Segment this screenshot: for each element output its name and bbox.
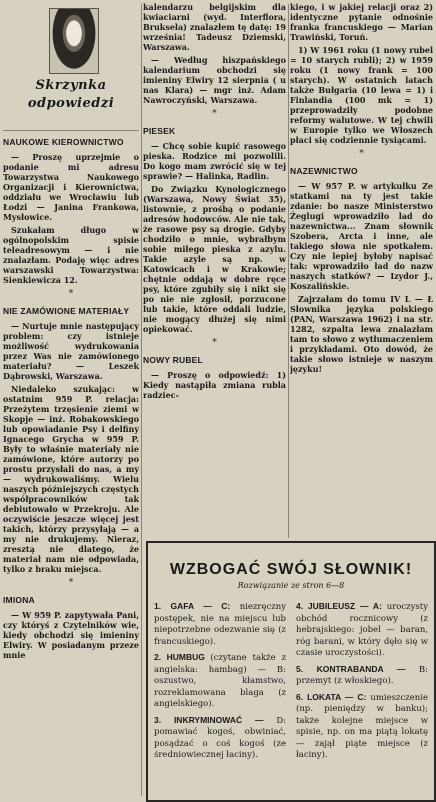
section-separator: *: [212, 338, 217, 348]
box-column-right: [296, 601, 428, 766]
vocabulary-headword: 1. GAFA — C:: [154, 601, 240, 611]
article-paragraph: 1) W 1961 roku (1 nowy rubel = 10 starych rubli); 2) w 1959 roku (1 nowy frank = 100 starych). W ostatnich latach także Bułgaria (10 lewa = 1) i Finlandia (100 mk = 1) przeprowadziły podobne reformy walutowe. W tej chwili w Europie tylko we Włoszech płaci się codziennie tysiącami.: [290, 45, 433, 145]
vocabulary-definition: B: przemyt (z włoskiego).: [296, 664, 428, 686]
article-paragraph: kiego, i w jakiej relacji oraz 2) identyczne pytanie odnośnie franka francuskiego — Marian Trawiński, Toruń.: [290, 2, 433, 42]
article-paragraph: — W 957 P. w artykułku Ze statkami na ty jest takie zdanie: bo nasze Ministerstwo Żeglugi wprowadziło lad do nazewnictwa... Znam słownik Szobera, Arcta i inne, ale takiego słowa nie spotkałem. Czy nie lepiej byłoby napisać tak: wprowadziło ład do nazw naszych statków? — Izydor J., Koszalińskie.: [290, 181, 433, 291]
vocabulary-entry: [296, 601, 428, 660]
column-right-body: [290, 2, 433, 374]
article-paragraph: — Chcę sobie kupić rasowego pieska. Rodzice mi pozwolili. Do kogo mam zwrócić się w tej sprawie? — Halinka, Radlin.: [143, 141, 286, 181]
article-paragraph: Zajrzałam do tomu IV L — Ł Słownika języka polskiego (PAN, Warszawa 1962) i na str. 1282, szpalta lewa znalazłam tam to słowo z wytłumaczeniem i przykładami. Oto dowód, że takie słowo istnieje w naszym języku!: [290, 294, 433, 374]
column-middle-body: [143, 2, 286, 400]
column-right: [290, 2, 433, 540]
section-heading: NAUKOWE KIEROWNICTWO: [3, 137, 124, 147]
article-paragraph: — Według hiszpańskiego kalendarium obchodzi się imieniny Elwiry 12 sierpnia ( u nas Klara) — mgr inż. Adam Nawroczyński, Warszawa.: [143, 55, 286, 105]
box-column-left: [154, 601, 286, 766]
section-heading: NIE ZAMÓWIONE MATERIAŁY: [3, 306, 130, 316]
vocabulary-entry: [154, 652, 286, 711]
logo-subtitle: odpowiedzi: [27, 96, 115, 111]
section-separator: *: [359, 149, 364, 159]
section-heading: IMIONA: [3, 595, 35, 605]
column-left: [3, 2, 139, 798]
vocabulary-definition: uroczysty obchód rocznicowy (z hebrajskiego: jobel — baran, róg barani, w który dęło się w czasie uroczystości).: [296, 602, 428, 658]
vocabulary-headword: 3. INKRYMINOWAĆ —: [154, 714, 277, 725]
vocabulary-entry: [296, 664, 428, 688]
section-separator: *: [68, 289, 74, 299]
vocabulary-definition: (czytane także z angielska: hambag) — B: oszustwo, kłamstwo, rozreklamowana blaga (z angielskiego).: [154, 653, 286, 709]
column-middle: [143, 2, 286, 538]
vocabulary-entry: [296, 692, 428, 762]
vocabulary-definition: niezręczny postępek, nie na miejscu lub niepotrzebne odezwanie się (z francuskiego).: [154, 602, 286, 647]
box-title: WZBOGAĆ SWÓJ SŁOWNIK!: [169, 561, 413, 578]
box-subtitle: Rozwiązanie ze stron 6—8: [237, 581, 345, 590]
article-paragraph: — Proszę o odpowiedź: 1) Kiedy nastąpiła zmiana rubla radziec-: [143, 370, 286, 400]
logo-title: Skrzynka: [35, 78, 107, 93]
section-separator: *: [212, 109, 217, 119]
vocabulary-headword: 5. KONTRABANDA —: [296, 663, 419, 674]
section-heading: NOWY RUBEL: [143, 355, 203, 365]
section-heading: NAZEWNICTWO: [290, 166, 358, 176]
column-logo: [3, 2, 139, 131]
vocabulary-entry: [154, 601, 286, 648]
vocabulary-headword: 2. HUMBUG: [154, 652, 211, 662]
vocabulary-box: [146, 541, 436, 802]
article-paragraph: Niedaleko szukając: w ostatnim 959 P. relacja: Przeżytem trzęsienie ziemi w Skopje — inż. Robakowskiego lub opowiadanie Psy i delfiny Ignacego Grycha w 959 P. Były to właśnie materiały nie zamówione, które autorzy po prostu przysłali do nas, a my — wydrukowaliśmy. Wielu naszych późniejszych częstych współpracowników tak debiutowało w Przekroju. Ale oczywiście jeszcze więcej jest takich, którzy przysyłają — a my nie drukujemy. Nieraz, zresztą nie dlatego, że materiał nam nie odpowiada, tylko z braku miejsca.: [3, 384, 139, 574]
author-photo: [49, 8, 99, 74]
vocabulary-headword: 4. JUBILEUSZ — A:: [296, 601, 387, 611]
section-heading: PIESEK: [143, 126, 176, 136]
vocabulary-headword: 6. LOKATA — C:: [296, 691, 371, 702]
article-paragraph: Do Związku Kynologicznego (Warszawa, Nowy Świat 35), listownie, z prośbą o podanie adresów hodowców. Ale nie tak, że rasowe psy są drogie. Gdyby chodziło o mnie, wybrałbym sobie miłego pieska z azylu. Takie azyle są np. w Katowicach i w Krakowie; chętnie oddają w dobre ręce psy, które zgubiły się i nikt się po nie nie zgłosił, porzucone lub takie, które oddali ludzie, nie mogący dłużej się nimi opiekować.: [143, 184, 286, 334]
article-paragraph: — W 959 P. zapytywała Pani, czy któryś z Czytelników wie, kiedy obchodzi się imieniny Elwiry. W posiadanym przeze mnie: [3, 610, 139, 660]
vocabulary-definition: D: pomawiać kogoś, obwiniać, posądzać o coś kogoś (ze średniowiecznej łaciny).: [154, 715, 286, 760]
article-paragraph: kalendarzu belgijskim dla kwiaciarni (wyd. Interflora, Bruksela) znalazłem tę datę: 19 września! Tadeusz Dziemski, Warszawa.: [143, 2, 286, 52]
article-paragraph: Szukałam długo w ogólnopolskim spisie teleadresowym — i nie znalazłam. Podaję więc adres warszawski Towarzystwa: Sienkiewicza 12.: [3, 225, 139, 285]
vocabulary-definition: umieszczenie (np. pieniędzy w banku); także kolejne miejsce w spisie, np. on ma piątą lokatę — zajął piąte miejsce (z łaciny).: [296, 692, 428, 760]
column-left-body: [3, 137, 139, 660]
article-paragraph: — Nurtuje mnie następujący problem: czy istnieje możliwość wydrukowania przez Was nie zamówionego materiału? — Leszek Dąbrowski, Warszawa.: [3, 321, 139, 381]
column-divider: [141, 4, 142, 796]
column-divider: [288, 4, 289, 538]
article-paragraph: — Proszę uprzejmie o podanie mi adresu Towarzystwa Naukowego Organizacji i Kierownictwa, oddziału we Wrocławiu lub Łodzi — Janina Frankowa, Mysłowice.: [3, 152, 139, 222]
section-separator: *: [68, 578, 74, 588]
vocabulary-entry: [154, 715, 286, 762]
